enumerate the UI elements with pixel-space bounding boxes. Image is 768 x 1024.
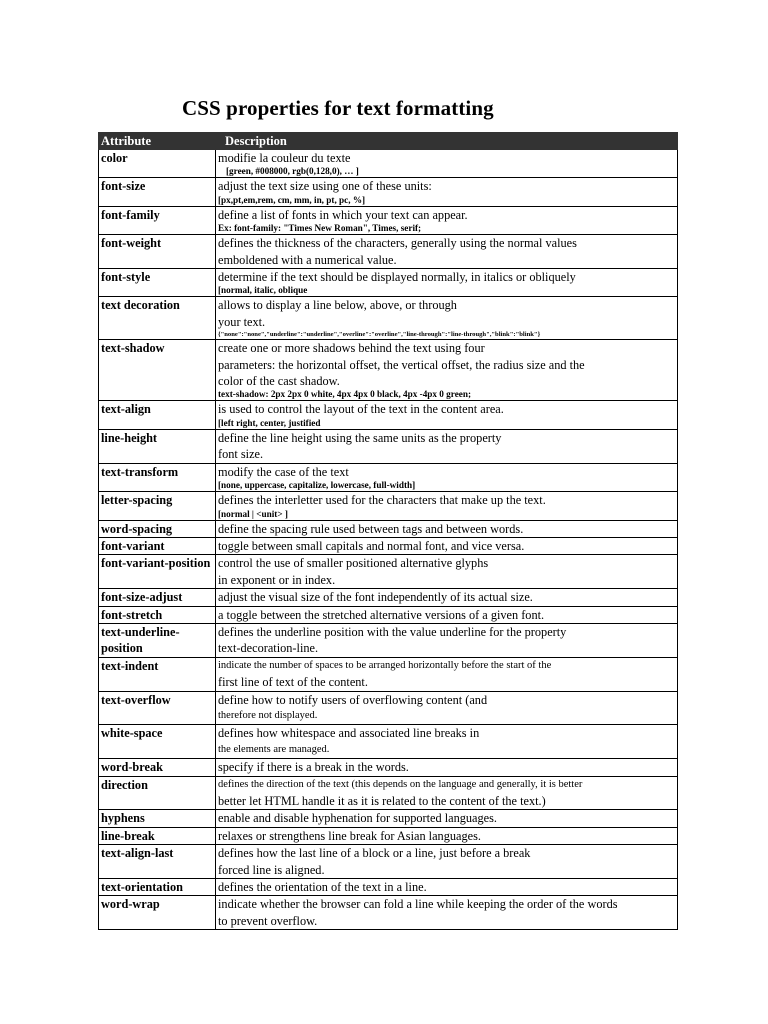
description-line: indicate whether the browser can fold a line while keeping the order of the words (218, 897, 618, 912)
description-line: create one or more shadows behind the text using four (218, 341, 485, 356)
attribute-cell: hyphens (99, 810, 216, 827)
table-row (99, 520, 678, 537)
description-line: text-decoration-line. (218, 641, 319, 656)
description-line: define the spacing rule used between tags and between words. (218, 521, 524, 536)
description-line: defines how whitespace and associated line breaks in (218, 726, 480, 741)
description-line: define a list of fonts in which your text can appear. (218, 207, 468, 222)
description-line: defines the direction of the text (this depends on the language and generally, it is better (218, 778, 583, 790)
description-line: defines the orientation of the text in a line. (218, 880, 427, 895)
description-line: enable and disable hyphenation for supported languages. (218, 811, 497, 826)
description-column-header: Description (216, 133, 678, 150)
description-cell (216, 269, 678, 297)
values-example: {"none":"none","underline":"underline","overline":"overline","line-through":"line-through","blink":"blink"} (218, 331, 541, 339)
attribute-cell: white-space (99, 725, 216, 759)
description-cell (216, 657, 678, 691)
description-cell (216, 810, 678, 827)
attribute-cell: font-variant-position (99, 555, 216, 589)
table-row (99, 691, 678, 725)
table-row (99, 623, 678, 657)
table-row (99, 463, 678, 491)
description-cell (216, 759, 678, 776)
table-row (99, 879, 678, 896)
attribute-cell: font-size-adjust (99, 589, 216, 606)
description-line: emboldened with a numerical value. (218, 252, 397, 267)
description-line: is used to control the layout of the text in the content area. (218, 402, 504, 417)
attribute-cell: word-wrap (99, 896, 216, 930)
attribute-cell: text-orientation (99, 879, 216, 896)
description-cell (216, 896, 678, 930)
table-row (99, 429, 678, 463)
table-row (99, 810, 678, 827)
description-line: defines the underline position with the value underline for the property (218, 624, 567, 639)
table-row (99, 555, 678, 589)
attribute-cell: font-weight (99, 235, 216, 269)
attribute-cell: font-stretch (99, 606, 216, 623)
description-cell (216, 178, 678, 206)
description-line: control the use of smaller positioned alternative glyphs (218, 556, 489, 571)
values-example: [px,pt,em,rem, cm, mm, in, pt, pc, %] (218, 194, 366, 205)
description-cell (216, 606, 678, 623)
attribute-cell: text-shadow (99, 340, 216, 401)
description-line: your text. (218, 314, 266, 329)
description-cell (216, 879, 678, 896)
table-row (99, 776, 678, 810)
properties-table (98, 132, 678, 930)
table-row (99, 178, 678, 206)
description-cell (216, 725, 678, 759)
table-row (99, 845, 678, 879)
attribute-cell: word-spacing (99, 520, 216, 537)
description-line: define the line height using the same units as the property (218, 430, 502, 445)
description-line: therefore not displayed. (218, 709, 318, 721)
description-cell (216, 340, 678, 401)
description-cell (216, 401, 678, 429)
description-line: font size. (218, 447, 264, 462)
table-row (99, 725, 678, 759)
table-row (99, 269, 678, 297)
description-cell (216, 623, 678, 657)
description-line: in exponent or in index. (218, 572, 336, 587)
description-line: defines the interletter used for the characters that make up the text. (218, 493, 546, 508)
values-example: Ex: font-family: "Times New Roman", Times, serif; (218, 223, 422, 234)
attribute-cell: text-underline-position (99, 623, 216, 657)
description-line: specify if there is a break in the words. (218, 760, 409, 775)
attribute-cell: font-family (99, 206, 216, 234)
attribute-cell: text-align-last (99, 845, 216, 879)
description-line: better let HTML handle it as it is related to the content of the text.) (218, 794, 546, 808)
description-cell (216, 589, 678, 606)
description-line: adjust the visual size of the font independently of its actual size. (218, 590, 533, 605)
attribute-cell: line-break (99, 827, 216, 844)
table-body (99, 150, 678, 930)
attribute-column-header: Attribute (99, 133, 216, 150)
table-row (99, 150, 678, 178)
description-cell (216, 429, 678, 463)
description-cell (216, 827, 678, 844)
description-cell (216, 150, 678, 178)
attribute-cell: text decoration (99, 297, 216, 340)
values-example: [normal | <unit> ] (218, 508, 288, 519)
attribute-cell: text-overflow (99, 691, 216, 725)
description-cell (216, 845, 678, 879)
description-cell (216, 463, 678, 491)
description-cell (216, 520, 678, 537)
table-row (99, 657, 678, 691)
description-line: modify the case of the text (218, 464, 349, 479)
description-cell (216, 691, 678, 725)
page-title: CSS properties for text formatting (182, 96, 494, 120)
table-row (99, 492, 678, 520)
description-cell (216, 555, 678, 589)
values-example: text-shadow: 2px 2px 0 white, 4px 4px 0 black, 4px -4px 0 green; (218, 389, 472, 400)
attribute-cell: letter-spacing (99, 492, 216, 520)
table-row (99, 235, 678, 269)
description-line: define how to notify users of overflowing content (and (218, 692, 488, 707)
table-row (99, 759, 678, 776)
description-cell (216, 776, 678, 810)
attribute-cell: font-style (99, 269, 216, 297)
values-example: [normal, italic, oblique (218, 285, 308, 296)
description-line: the elements are managed. (218, 743, 330, 755)
attribute-cell: word-break (99, 759, 216, 776)
description-cell (216, 492, 678, 520)
description-line: indicate the number of spaces to be arranged horizontally before the start of the (218, 659, 552, 671)
table-row (99, 206, 678, 234)
description-line: parameters: the horizontal offset, the vertical offset, the radius size and the (218, 357, 585, 372)
description-line: a toggle between the stretched alternative versions of a given font. (218, 607, 545, 622)
table-row (99, 896, 678, 930)
description-cell (216, 297, 678, 340)
description-line: toggle between small capitals and normal font, and vice versa. (218, 538, 525, 553)
description-cell (216, 206, 678, 234)
description-line: defines how the last line of a block or a line, just before a break (218, 846, 531, 861)
table-row (99, 537, 678, 554)
description-line: defines the thickness of the characters, generally using the normal values (218, 236, 577, 251)
description-cell (216, 537, 678, 554)
description-line: relaxes or strengthens line break for Asian languages. (218, 828, 481, 843)
attribute-cell: color (99, 150, 216, 178)
description-cell (216, 235, 678, 269)
table-row (99, 340, 678, 401)
description-line: allows to display a line below, above, or through (218, 298, 457, 313)
attribute-cell: font-size (99, 178, 216, 206)
table-row (99, 827, 678, 844)
table-header-row (99, 133, 678, 150)
values-example: [none, uppercase, capitalize, lowercase, full-width] (218, 480, 416, 491)
values-example: [green, #008000, rgb(0,128,0), … ] (226, 166, 359, 177)
table-row (99, 606, 678, 623)
description-line: forced line is aligned. (218, 862, 325, 877)
description-line: color of the cast shadow. (218, 374, 340, 389)
description-line: to prevent overflow. (218, 913, 318, 928)
description-line: first line of text of the content. (218, 675, 368, 690)
attribute-cell: line-height (99, 429, 216, 463)
attribute-cell: direction (99, 776, 216, 810)
table-row (99, 297, 678, 340)
table-row (99, 401, 678, 429)
attribute-cell: text-transform (99, 463, 216, 491)
attribute-cell: font-variant (99, 537, 216, 554)
attribute-cell: text-align (99, 401, 216, 429)
description-line: adjust the text size using one of these units: (218, 179, 432, 194)
description-line: modifie la couleur du texte (218, 151, 351, 165)
table-row (99, 589, 678, 606)
values-example: [left right, center, justified (218, 417, 321, 428)
description-line: determine if the text should be displayed normally, in italics or obliquely (218, 270, 576, 285)
attribute-cell: text-indent (99, 657, 216, 691)
